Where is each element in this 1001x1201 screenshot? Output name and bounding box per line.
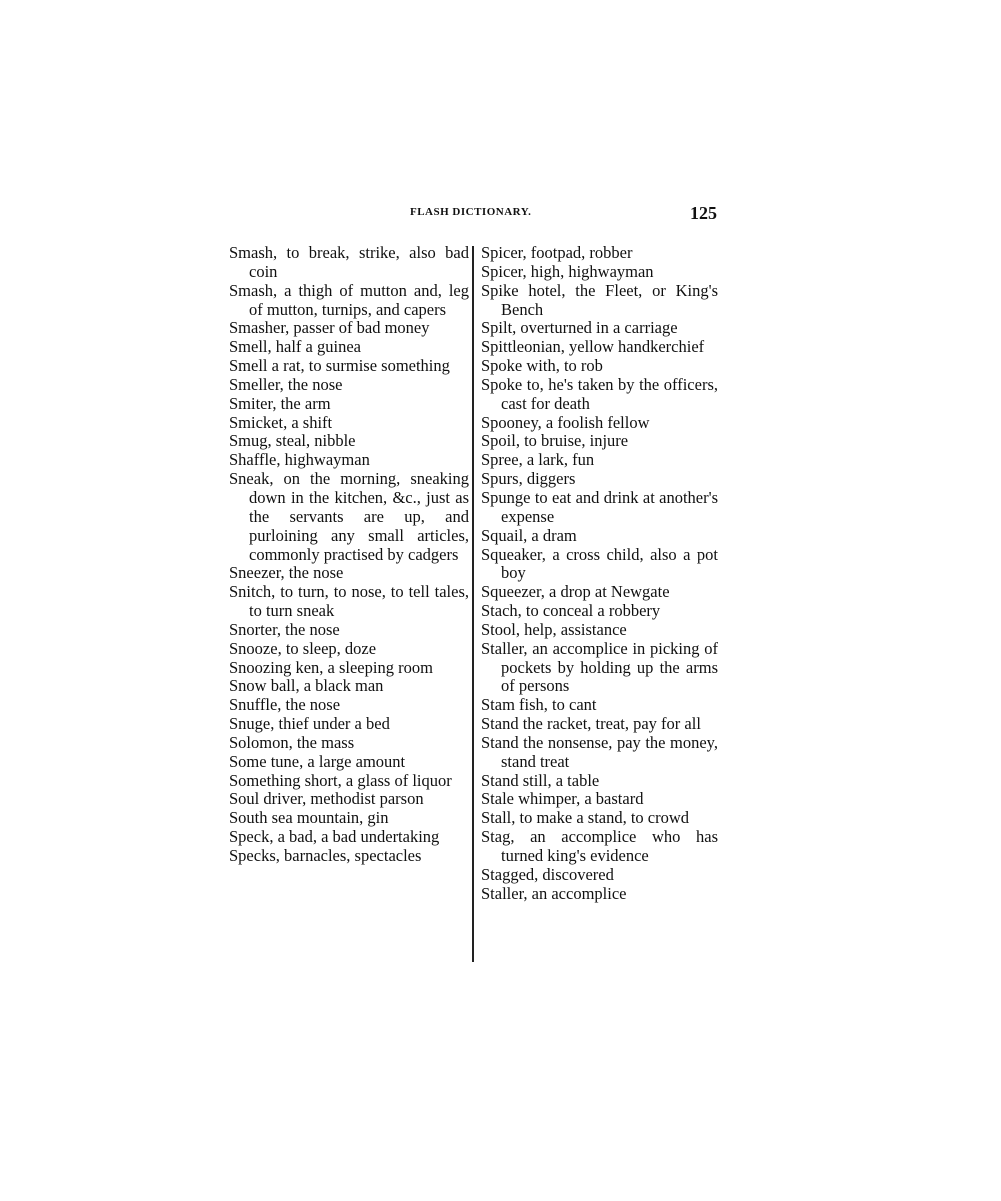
dictionary-entry: Sneak, on the morning, sneaking down in the kitchen, &c., just as the servants are up, and purloining any small articles, commonly practised by cadgers (229, 469, 469, 564)
dictionary-entry: Spilt, overturned in a carriage (481, 318, 678, 338)
dictionary-entry: Smash, a thigh of mutton and, leg of mutton, turnips, and capers (229, 280, 469, 319)
dictionary-entry: Spurs, diggers (481, 469, 576, 489)
page-number: 125 (690, 203, 717, 223)
dictionary-entry: South sea mountain, gin (229, 808, 389, 828)
dictionary-entry: Stand the racket, treat, pay for all (481, 714, 701, 734)
dictionary-entry: Spoil, to bruise, injure (481, 431, 629, 451)
dictionary-entry: Spicer, high, highwayman (481, 261, 654, 281)
dictionary-entry: Stag, an accomplice who has turned king's evidence (481, 827, 718, 865)
dictionary-entry: Squeezer, a drop at Newgate (481, 582, 670, 602)
dictionary-entry: Stall, to make a stand, to crowd (481, 808, 690, 828)
dictionary-entry: Spunge to eat and drink at another's expense (481, 487, 718, 526)
dictionary-entry: Snooze, to sleep, doze (229, 638, 377, 658)
dictionary-entry: Snoozing ken, a sleeping room (229, 657, 433, 677)
dictionary-entry: Squeaker, a cross child, also a pot boy (481, 544, 718, 583)
dictionary-entry: Spree, a lark, fun (481, 450, 595, 470)
dictionary-entry: Smell a rat, to surmise something (229, 356, 450, 376)
dictionary-entry: Staller, an accomplice (481, 883, 627, 903)
dictionary-entry: Stagged, discovered (481, 864, 614, 884)
dictionary-entry: Smicket, a shift (229, 412, 333, 432)
dictionary-entry: Specks, barnacles, spectacles (229, 846, 422, 865)
left-column (229, 244, 469, 866)
dictionary-entry: Solomon, the mass (229, 732, 355, 752)
dictionary-entry: Spoke with, to rob (481, 356, 603, 376)
dictionary-entry: Spicer, footpad, robber (481, 243, 633, 262)
dictionary-entry: Stam fish, to cant (481, 695, 597, 715)
dictionary-entry: Shaffle, highwayman (229, 450, 370, 470)
dictionary-entry: Smasher, passer of bad money (229, 318, 430, 338)
column-divider (472, 246, 474, 962)
dictionary-entry: Snuffle, the nose (229, 695, 341, 715)
dictionary-entry: Soul driver, methodist parson (229, 789, 424, 809)
right-column (481, 244, 718, 904)
dictionary-entry: Something short, a glass of liquor (229, 770, 452, 790)
dictionary-entry: Smug, steal, nibble (229, 431, 356, 451)
dictionary-entry: Snuge, thief under a bed (229, 714, 390, 734)
dictionary-entry: Stach, to conceal a robbery (481, 601, 661, 621)
dictionary-entry: Stale whimper, a bastard (481, 789, 644, 809)
dictionary-entry: Spooney, a foolish fellow (481, 412, 650, 432)
dictionary-entry: Stool, help, assistance (481, 619, 627, 639)
dictionary-entry: Sneezer, the nose (229, 563, 344, 583)
dictionary-entry: Stand still, a table (481, 770, 600, 790)
dictionary-entry: Spoke to, he's taken by the officers, cast for death (481, 374, 718, 413)
dictionary-entry: Squail, a dram (481, 525, 577, 545)
dictionary-entry: Some tune, a large amount (229, 751, 406, 771)
dictionary-entry: Spike hotel, the Fleet, or King's Bench (481, 280, 718, 319)
dictionary-entry: Spittleonian, yellow handkerchief (481, 337, 705, 357)
dictionary-entry: Snow ball, a black man (229, 676, 384, 696)
dictionary-entry: Speck, a bad, a bad undertaking (229, 827, 440, 847)
dictionary-entry: Stand the nonsense, pay the money, stand treat (481, 732, 718, 771)
dictionary-entry: Smash, to break, strike, also bad coin (229, 243, 469, 281)
running-title: FLASH DICTIONARY. (410, 206, 532, 218)
dictionary-entry: Snorter, the nose (229, 619, 340, 639)
dictionary-entry: Smeller, the nose (229, 374, 343, 394)
dictionary-entry: Smell, half a guinea (229, 337, 361, 357)
dictionary-entry: Smiter, the arm (229, 393, 331, 413)
dictionary-entry: Snitch, to turn, to nose, to tell tales, to turn sneak (229, 582, 469, 621)
dictionary-entry: Staller, an accomplice in picking of pockets by holding up the arms of persons (481, 638, 718, 696)
